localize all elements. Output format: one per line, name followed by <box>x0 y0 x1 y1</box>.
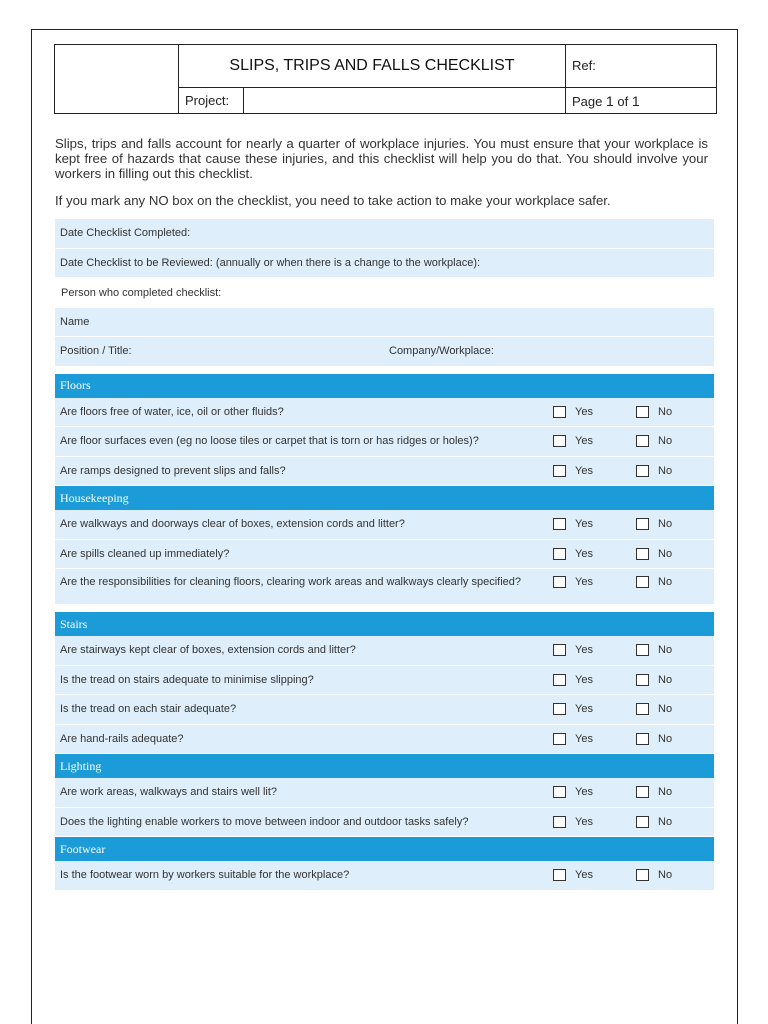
name-field[interactable]: Name <box>55 308 714 338</box>
no-checkbox[interactable] <box>636 548 649 560</box>
yes-option <box>553 518 593 530</box>
yes-checkbox[interactable] <box>553 576 566 588</box>
question-text: Is the tread on stairs adequate to minimise slipping? <box>60 673 314 686</box>
yes-checkbox[interactable] <box>553 733 566 745</box>
question-text: Does the lighting enable workers to move between indoor and outdoor tasks safely? <box>60 815 469 828</box>
question-text: Are spills cleaned up immediately? <box>60 547 230 560</box>
no-option <box>636 465 672 477</box>
company-label: Company/Workplace: <box>389 345 494 358</box>
question-row <box>55 808 714 838</box>
no-label: No <box>658 547 673 560</box>
no-checkbox[interactable] <box>636 435 649 447</box>
question-row <box>55 398 714 428</box>
yes-option <box>553 674 593 686</box>
yes-label: Yes <box>575 547 593 560</box>
yes-label: Yes <box>575 435 593 448</box>
yes-checkbox[interactable] <box>553 644 566 656</box>
question-row <box>55 778 714 808</box>
no-label: No <box>658 405 673 418</box>
section-header-housekeeping: Housekeeping <box>55 486 714 510</box>
no-option <box>636 644 672 656</box>
yes-label: Yes <box>575 869 593 882</box>
question-row <box>55 427 714 457</box>
no-label: No <box>658 644 673 657</box>
sections <box>55 374 714 891</box>
no-label: No <box>658 435 673 448</box>
no-option <box>636 435 672 447</box>
yes-label: Yes <box>575 518 593 531</box>
spacer <box>55 367 714 374</box>
yes-option <box>553 576 593 588</box>
section-header-stairs: Stairs <box>55 612 714 636</box>
no-label: No <box>658 576 673 588</box>
no-label: No <box>658 673 673 686</box>
yes-checkbox[interactable] <box>553 465 566 477</box>
no-option <box>636 816 672 828</box>
no-option <box>636 518 672 530</box>
no-label: No <box>658 732 673 745</box>
question-row <box>55 569 714 605</box>
no-option <box>636 703 672 715</box>
yes-checkbox[interactable] <box>553 703 566 715</box>
question-row <box>55 725 714 755</box>
no-option <box>636 576 672 588</box>
question-text: Are floors free of water, ice, oil or other fluids? <box>60 405 284 418</box>
position-label: Position / Title: <box>60 345 132 358</box>
no-label: No <box>658 786 673 799</box>
spacer <box>55 605 714 612</box>
question-row <box>55 636 714 666</box>
yes-label: Yes <box>575 786 593 799</box>
yes-checkbox[interactable] <box>553 869 566 881</box>
question-row <box>55 510 714 540</box>
ref-cell[interactable] <box>565 44 717 88</box>
yes-option <box>553 869 593 881</box>
no-checkbox[interactable] <box>636 786 649 798</box>
question-text: Are ramps designed to prevent slips and falls? <box>60 464 286 477</box>
question-text: Are work areas, walkways and stairs well lit? <box>60 786 278 799</box>
yes-checkbox[interactable] <box>553 786 566 798</box>
question-text: Is the footwear worn by workers suitable for the workplace? <box>60 869 350 882</box>
checklist-table <box>55 219 714 891</box>
document-title: SLIPS, TRIPS AND FALLS CHECKLIST <box>178 44 566 88</box>
yes-label: Yes <box>575 405 593 418</box>
intro-instruction: If you mark any NO box on the checklist, you need to take action to make your workplace safer. <box>55 193 611 208</box>
yes-option <box>553 733 593 745</box>
no-checkbox[interactable] <box>636 465 649 477</box>
question-row <box>55 666 714 696</box>
no-option <box>636 733 672 745</box>
yes-label: Yes <box>575 464 593 477</box>
person-label: Person who completed checklist: <box>55 278 714 308</box>
no-option <box>636 548 672 560</box>
date-reviewed-field[interactable]: Date Checklist to be Reviewed: (annually or when there is a change to the workplace): <box>55 249 714 279</box>
yes-option <box>553 786 593 798</box>
question-text: Are walkways and doorways clear of boxes, extension cords and litter? <box>60 518 405 531</box>
project-label: Project: <box>178 87 244 114</box>
yes-label: Yes <box>575 815 593 828</box>
yes-label: Yes <box>575 644 593 657</box>
yes-checkbox[interactable] <box>553 406 566 418</box>
yes-label: Yes <box>575 732 593 745</box>
yes-option <box>553 644 593 656</box>
no-label: No <box>658 815 673 828</box>
yes-checkbox[interactable] <box>553 816 566 828</box>
no-option <box>636 786 672 798</box>
question-text: Are floor surfaces even (eg no loose tiles or carpet that is torn or has ridges or holes)? <box>60 435 479 448</box>
question-row <box>55 861 714 891</box>
no-checkbox[interactable] <box>636 674 649 686</box>
yes-label: Yes <box>575 703 593 716</box>
section-header-floors: Floors <box>55 374 714 398</box>
no-label: No <box>658 518 673 531</box>
logo-cell <box>54 44 179 114</box>
yes-option <box>553 816 593 828</box>
yes-option <box>553 548 593 560</box>
header-table <box>54 44 717 114</box>
question-text: Are the responsibilities for cleaning floors, clearing work areas and walkways clearly specified? <box>60 576 521 588</box>
question-row <box>55 695 714 725</box>
yes-option <box>553 465 593 477</box>
project-field[interactable] <box>243 87 566 114</box>
intro-paragraph: Slips, trips and falls account for nearly a quarter of workplace injuries. You must ensure that your workplace is kept free of hazards that cause these injuries, and this checklist will help you do that. You should involve your workers in filling out this checklist. <box>55 136 708 181</box>
yes-checkbox[interactable] <box>553 518 566 530</box>
no-option <box>636 869 672 881</box>
position-company-field[interactable] <box>55 337 714 367</box>
question-row <box>55 540 714 570</box>
no-label: No <box>658 464 673 477</box>
no-checkbox[interactable] <box>636 703 649 715</box>
yes-option <box>553 703 593 715</box>
no-checkbox[interactable] <box>636 644 649 656</box>
no-checkbox[interactable] <box>636 869 649 881</box>
no-checkbox[interactable] <box>636 733 649 745</box>
no-option <box>636 406 672 418</box>
yes-option <box>553 406 593 418</box>
section-header-footwear: Footwear <box>55 837 714 861</box>
date-completed-field[interactable]: Date Checklist Completed: <box>55 219 714 249</box>
no-checkbox[interactable] <box>636 816 649 828</box>
ref-label: Ref: <box>572 58 596 73</box>
question-text: Is the tread on each stair adequate? <box>60 703 237 716</box>
question-row <box>55 457 714 487</box>
no-checkbox[interactable] <box>636 518 649 530</box>
no-label: No <box>658 869 673 882</box>
yes-checkbox[interactable] <box>553 674 566 686</box>
section-header-lighting: Lighting <box>55 754 714 778</box>
no-option <box>636 674 672 686</box>
yes-checkbox[interactable] <box>553 435 566 447</box>
no-label: No <box>658 703 673 716</box>
yes-label: Yes <box>575 673 593 686</box>
no-checkbox[interactable] <box>636 576 649 588</box>
yes-checkbox[interactable] <box>553 548 566 560</box>
yes-option <box>553 435 593 447</box>
no-checkbox[interactable] <box>636 406 649 418</box>
page-number: Page 1 of 1 <box>565 87 717 114</box>
yes-label: Yes <box>575 576 593 588</box>
question-text: Are stairways kept clear of boxes, extension cords and litter? <box>60 644 356 657</box>
question-text: Are hand-rails adequate? <box>60 732 184 745</box>
